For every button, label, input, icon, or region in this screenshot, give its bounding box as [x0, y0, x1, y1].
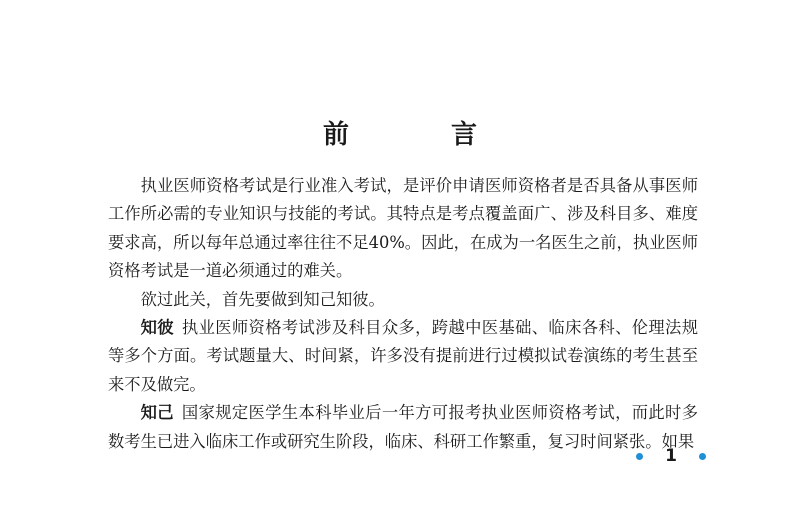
preface-body: [108, 172, 698, 456]
paragraph-2: [108, 286, 698, 314]
paragraph-4: [108, 399, 698, 456]
dot-right-icon: [699, 453, 706, 460]
paragraph-4-text: 国家规定医学生本科毕业后一年方可报考执业医师资格考试，而此时多数考生已进入临床工作或研究生阶段，临床、科研工作繁重，复习时间紧张。如果: [108, 403, 698, 451]
page-number: 1: [665, 446, 677, 466]
paragraph-3: [108, 314, 698, 399]
paragraph-3-lead: 知彼: [140, 318, 174, 338]
paragraph-4-lead: 知己: [140, 403, 174, 423]
paragraph-1-text: 执业医师资格考试是行业准入考试，是评价申请医师资格者是否具备从事医师工作所必需的专业知识与技能的考试。其特点是考点覆盖面广、涉及科目多、难度要求高，所以每年总通过率往往不足40%。因此，在成为一名医生之前，执业医师资格考试是一道必须通过的难关。: [108, 176, 698, 281]
dot-left-icon: [636, 453, 643, 460]
paragraph-2-text: 欲过此关，首先要做到知己知彼。: [140, 289, 385, 309]
paragraph-3-text: 执业医师资格考试涉及科目众多，跨越中医基础、临床各科、伦理法规等多个方面。考试题量大、时间紧，许多没有提前进行过模拟试卷演练的考生甚至来不及做完。: [108, 318, 698, 394]
page-title: 前 言: [322, 120, 515, 150]
paragraph-1: [108, 172, 698, 286]
page-footer: [636, 446, 706, 466]
